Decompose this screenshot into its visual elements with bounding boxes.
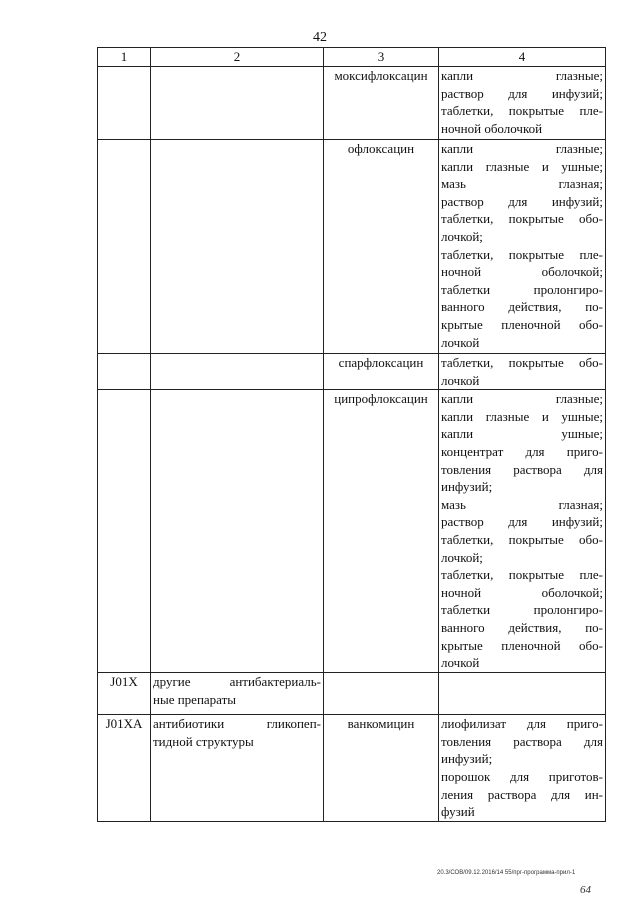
dosage-forms-cell: [439, 390, 606, 673]
page-number: 42: [313, 30, 327, 45]
dosage-form-line: мазь глазная;: [441, 496, 603, 512]
table-row: [98, 67, 606, 140]
dosage-form-line: концентрат для приго-: [441, 443, 603, 459]
dosage-form-line: таблетки, покрытые пле-: [441, 103, 603, 119]
table-row: [98, 390, 606, 673]
dosage-form-line: таблетки, покрытые обо-: [441, 355, 603, 370]
dosage-form-line: лочкой;: [441, 228, 483, 244]
drug-name-cell: офлоксацин: [324, 140, 439, 354]
group-cell: [151, 390, 324, 673]
dosage-form-line: ночной оболочкой;: [441, 264, 603, 280]
dosage-form-line: капли ушные;: [441, 426, 603, 442]
group-text-line: ные препараты: [153, 691, 237, 707]
dosage-form-line: инфузий;: [441, 479, 493, 495]
drug-name-cell: моксифлоксацин: [324, 67, 439, 140]
dosage-form-line: раствор для инфузий;: [441, 193, 603, 209]
group-cell: [151, 354, 324, 390]
atc-code-cell: [98, 390, 151, 673]
dosage-form-line: раствор для инфузий;: [441, 85, 603, 101]
dosage-form-line: капли глазные;: [441, 141, 603, 156]
dosage-form-line: лочкой: [441, 655, 480, 671]
dosage-form-line: порошок для приготов-: [441, 768, 603, 784]
dosage-form-line: ления раствора для ин-: [441, 786, 603, 802]
dosage-form-line: капли глазные и ушные;: [441, 158, 603, 174]
drug-name-cell: спарфлоксацин: [324, 354, 439, 390]
dosage-form-line: таблетки, покрытые обо-: [441, 531, 603, 547]
atc-code-cell: [98, 140, 151, 354]
dosage-form-line: фузий: [441, 804, 475, 820]
dosage-form-line: капли глазные и ушные;: [441, 408, 603, 424]
table-row: [98, 354, 606, 390]
dosage-form-line: инфузий;: [441, 751, 493, 767]
dosage-form-line: лочкой: [441, 334, 480, 350]
dosage-form-line: капли глазные;: [441, 391, 603, 407]
drug-name-cell: [324, 673, 439, 715]
dosage-form-line: таблетки, покрытые пле-: [441, 246, 603, 262]
dosage-forms-cell: [439, 67, 606, 140]
dosage-form-line: мазь глазная;: [441, 176, 603, 192]
dosage-form-line: ночной оболочкой: [441, 120, 543, 136]
dosage-form-line: товления раствора для: [441, 461, 603, 477]
group-cell: [151, 67, 324, 140]
header-row: [98, 48, 606, 67]
table-row: [98, 140, 606, 354]
dosage-form-line: крытые пленочной обо-: [441, 316, 603, 332]
dosage-form-line: лиофилизат для приго-: [441, 716, 603, 732]
atc-code-cell: J01X: [98, 673, 151, 715]
dosage-form-line: ванного действия, по-: [441, 299, 603, 315]
group-text-line: антибиотики гликопеп-: [153, 716, 321, 732]
dosage-form-line: таблетки, покрытые обо-: [441, 211, 603, 227]
dosage-form-line: таблетки пролонгиро-: [441, 281, 603, 297]
header-col-3: 3: [324, 48, 439, 67]
dosage-form-line: товления раствора для: [441, 733, 603, 749]
dosage-form-line: крытые пленочной обо-: [441, 637, 603, 653]
dosage-forms-cell: [439, 140, 606, 354]
group-cell: [151, 715, 324, 822]
dosage-forms-cell: [439, 354, 606, 390]
table-row: [98, 715, 606, 822]
dosage-form-line: таблетки, покрытые пле-: [441, 567, 603, 583]
dosage-forms-cell: [439, 715, 606, 822]
group-cell: [151, 673, 324, 715]
drug-name-cell: ванкомицин: [324, 715, 439, 822]
atc-code-cell: [98, 354, 151, 390]
dosage-form-line: лочкой: [441, 372, 480, 388]
header-col-1: 1: [98, 48, 151, 67]
dosage-form-line: капли глазные;: [441, 68, 603, 83]
atc-code-cell: J01XA: [98, 715, 151, 822]
footer-handwritten-mark: 64: [580, 884, 591, 896]
dosage-forms-cell: [439, 673, 606, 715]
dosage-form-line: ночной оболочкой;: [441, 584, 603, 600]
group-text-line: тидной структуры: [153, 733, 254, 749]
footer-document-reference: 20.3/СОВ/09.12.2016/14 55/прг-программа-прил-1: [437, 870, 576, 876]
dosage-form-line: таблетки пролонгиро-: [441, 602, 603, 618]
header-col-2: 2: [151, 48, 324, 67]
dosage-form-line: лочкой;: [441, 549, 483, 565]
header-col-4: 4: [439, 48, 606, 67]
dosage-form-line: ванного действия, по-: [441, 619, 603, 635]
group-text-line: другие антибактериаль-: [153, 674, 321, 690]
drug-name-cell: ципрофлоксацин: [324, 390, 439, 673]
table-row: [98, 673, 606, 715]
dosage-form-line: раствор для инфузий;: [441, 514, 603, 530]
drug-table: [97, 47, 606, 822]
group-cell: [151, 140, 324, 354]
atc-code-cell: [98, 67, 151, 140]
